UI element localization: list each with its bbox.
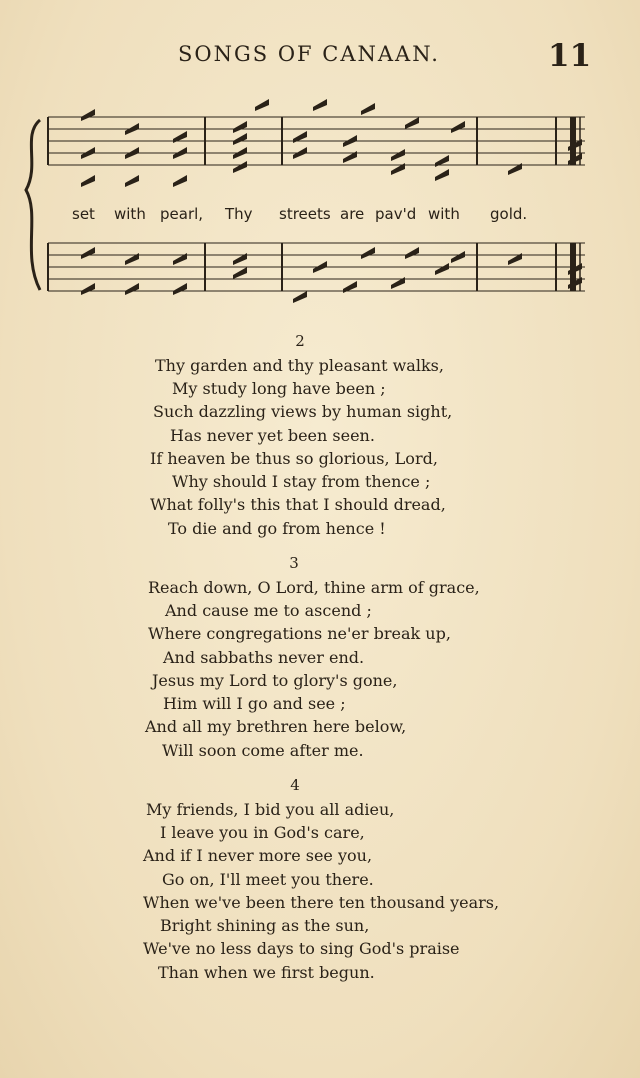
note-head bbox=[391, 149, 405, 161]
note-head bbox=[435, 263, 449, 275]
note-head bbox=[125, 175, 139, 187]
note-head bbox=[233, 267, 247, 279]
verse-line: What folly's this that I should dread, bbox=[150, 495, 446, 514]
verse-line: Has never yet been seen. bbox=[170, 426, 375, 445]
note-head bbox=[81, 109, 95, 121]
verse-line: Jesus my Lord to glory's gone, bbox=[152, 671, 398, 690]
verse-line: Than when we first begun. bbox=[158, 963, 375, 982]
page-header bbox=[0, 40, 640, 80]
music-score bbox=[0, 95, 640, 310]
verse-line: When we've been there ten thousand years, bbox=[143, 893, 500, 912]
verse-line: Thy garden and thy pleasant walks, bbox=[155, 356, 444, 375]
note-head bbox=[313, 99, 327, 111]
running-title: SONGS OF CANAAN. bbox=[178, 42, 440, 66]
note-head bbox=[361, 247, 375, 259]
verse-line: Where congregations ne'er break up, bbox=[148, 624, 451, 643]
note-head bbox=[81, 247, 95, 259]
note-head bbox=[173, 283, 187, 295]
verse-number: 3 bbox=[289, 554, 299, 572]
note-head bbox=[405, 247, 419, 259]
verse-line: If heaven be thus so glorious, Lord, bbox=[150, 449, 438, 468]
music-staves bbox=[0, 95, 640, 310]
lyric-word: with bbox=[114, 205, 146, 223]
lyric-word: pearl, bbox=[160, 205, 204, 223]
verse-line: Him will I go and see ; bbox=[163, 694, 346, 713]
note-head bbox=[233, 133, 247, 145]
brace-icon bbox=[26, 120, 40, 290]
lyric-word: Thy bbox=[225, 205, 253, 223]
note-head bbox=[125, 283, 139, 295]
note-head bbox=[451, 251, 465, 263]
note-head bbox=[81, 175, 95, 187]
verse-line: Such dazzling views by human sight, bbox=[153, 402, 453, 421]
verse-line: Why should I stay from thence ; bbox=[172, 472, 431, 491]
verse-line: To die and go from hence ! bbox=[168, 519, 386, 538]
verse-line: And cause me to ascend ; bbox=[165, 601, 372, 620]
lyric-word: gold. bbox=[490, 205, 528, 223]
verse-line: I leave you in God's care, bbox=[160, 823, 365, 842]
verse-number: 2 bbox=[295, 332, 305, 350]
verse-line: My study long have been ; bbox=[172, 379, 386, 398]
upper-staff bbox=[48, 117, 585, 165]
page-number: 11 bbox=[548, 38, 592, 74]
note-head bbox=[233, 121, 247, 133]
note-head bbox=[451, 121, 465, 133]
verse-line: And all my brethren here below, bbox=[145, 717, 407, 736]
verse-line: Go on, I'll meet you there. bbox=[162, 870, 374, 889]
verse-line: My friends, I bid you all adieu, bbox=[146, 800, 395, 819]
verse-line: Will soon come after me. bbox=[162, 741, 364, 760]
lyric-word: with bbox=[428, 205, 460, 223]
note-heads bbox=[81, 99, 582, 303]
note-head bbox=[293, 291, 307, 303]
lyric-word: set bbox=[72, 205, 95, 223]
verse-line: And sabbaths never end. bbox=[163, 648, 365, 667]
note-head bbox=[435, 169, 449, 181]
verse-line: And if I never more see you, bbox=[143, 846, 373, 865]
lyric-word: are bbox=[340, 205, 365, 223]
lyric-word: pav'd bbox=[375, 205, 417, 223]
note-head bbox=[405, 117, 419, 129]
note-head bbox=[233, 161, 247, 173]
verse-line: Reach down, O Lord, thine arm of grace, bbox=[148, 578, 480, 597]
lyric-word: streets bbox=[279, 205, 331, 223]
note-head bbox=[173, 175, 187, 187]
verse-number: 4 bbox=[290, 776, 300, 794]
note-head bbox=[255, 99, 269, 111]
verse-line: Bright shining as the sun, bbox=[160, 916, 370, 935]
verse-line: We've no less days to sing God's praise bbox=[143, 939, 460, 958]
note-head bbox=[81, 283, 95, 295]
note-head bbox=[361, 103, 375, 115]
